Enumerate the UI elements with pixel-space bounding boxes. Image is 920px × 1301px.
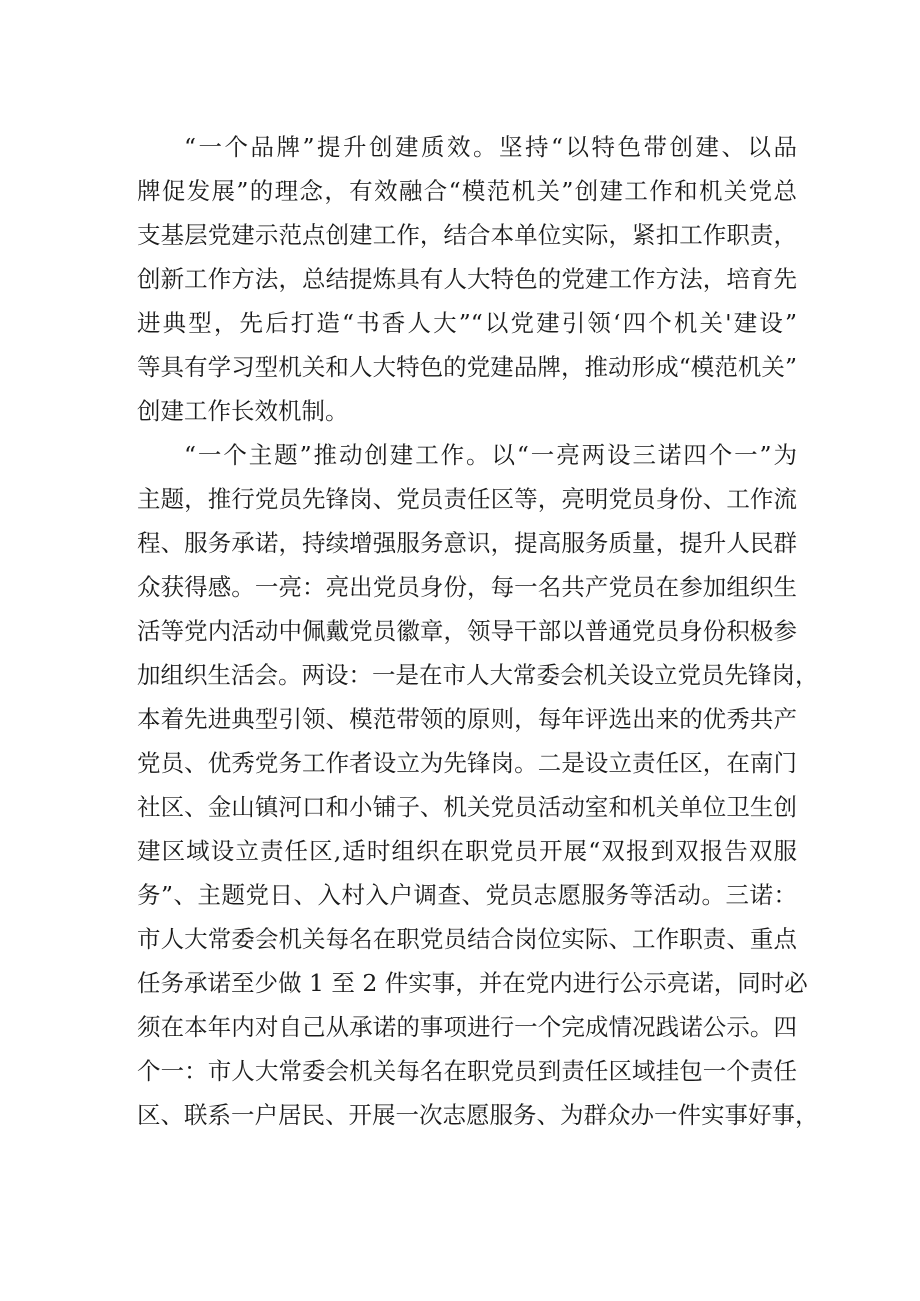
text-line: 创新工作方法，总结提炼具有人大特色的党建工作方法，培育先 xyxy=(137,265,797,293)
text-line: 进典型，先后打造“书香人大”“以党建引领‘四个机关'建设” xyxy=(137,309,797,337)
text-line: 主题，推行党员先锋岗、党员责任区等，亮明党员身份、工作流 xyxy=(137,485,797,513)
text-line: “一个品牌”提升创建质效。坚持“以特色带创建、以品 xyxy=(184,133,797,161)
text-line: 创建工作长效机制。 xyxy=(137,397,349,425)
text-line: 务”、主题党日、入村入户调查、党员志愿服务等活动。三诺： xyxy=(137,881,797,909)
text-line: 任务承诺至少做 1 至 2 件实事，并在党内进行公示亮诺，同时必 xyxy=(137,969,808,997)
paragraph-theme xyxy=(137,433,819,1137)
text-line: 本着先进典型引领、模范带领的原则，每年评选出来的优秀共产 xyxy=(137,705,797,733)
text-line: 社区、金山镇河口和小铺子、机关党员活动室和机关单位卫生创 xyxy=(137,793,797,821)
text-line: 加组织生活会。两设：一是在市人大常委会机关设立党员先锋岗， xyxy=(137,661,819,689)
text-line: 支基层党建示范点创建工作，结合本单位实际，紧扣工作职责， xyxy=(137,221,797,249)
text-line: 党员、优秀党务工作者设立为先锋岗。二是设立责任区，在南门 xyxy=(137,749,797,777)
text-line: 区、联系一户居民、开展一次志愿服务、为群众办一件实事好事， xyxy=(137,1101,819,1129)
text-line: “一个主题”推动创建工作。以“一亮两设三诺四个一”为 xyxy=(184,441,797,469)
text-line: 程、服务承诺，持续增强服务意识，提高服务质量，提升人民群 xyxy=(137,529,797,557)
text-line: 众获得感。一亮：亮出党员身份，每一名共产党员在参加组织生 xyxy=(137,573,797,601)
text-line: 建区域设立责任区,适时组织在职党员开展“双报到双报告双服 xyxy=(137,837,797,865)
text-line: 活等党内活动中佩戴党员徽章，领导干部以普通党员身份积极参 xyxy=(137,617,797,645)
text-line: 等具有学习型机关和人大特色的党建品牌，推动形成“模范机关” xyxy=(137,353,797,381)
paragraph-brand xyxy=(137,125,797,433)
text-line: 须在本年内对自己从承诺的事项进行一个完成情况践诺公示。四 xyxy=(137,1013,797,1041)
body-text xyxy=(137,125,819,1137)
text-line: 个一：市人大常委会机关每名在职党员到责任区域挂包一个责任 xyxy=(137,1057,797,1085)
text-line: 牌促发展”的理念，有效融合“模范机关”创建工作和机关党总 xyxy=(137,177,797,205)
text-line: 市人大常委会机关每名在职党员结合岗位实际、工作职责、重点 xyxy=(137,925,797,953)
